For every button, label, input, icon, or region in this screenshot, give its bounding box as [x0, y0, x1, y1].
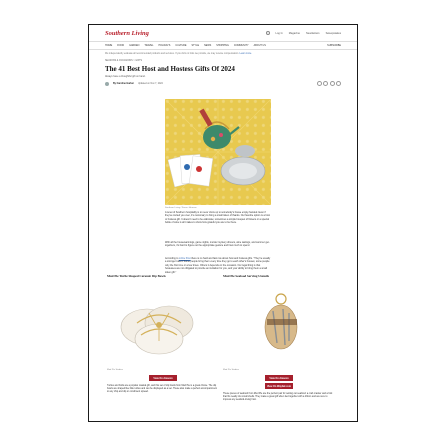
product-2-description: These pieces of seafood from Mud Pie are the perfect pair for setting out seafood: a crab cracker and a fork that fits neatly into small shells. They make a great gift when tied together with a ribbon and are sure to impress any seafood-loving host. [223, 393, 333, 402]
nav-item-garden[interactable]: GARDEN [129, 44, 140, 47]
product-1-title: Mud Pie Turtle Shaped Ceramic Dip Bowls [107, 274, 166, 278]
view-on-amazon-button-2[interactable]: View On Amazon [265, 375, 293, 381]
body-paragraph-2: With all the housewarmings, game nights, murder mystery dinners, wine tastings, and summer get-togethers, it's hard to figure out the appropriate gesture and how much to spend. [165, 241, 270, 248]
util-login[interactable]: Log In [275, 31, 283, 35]
page-title: The 41 Best Host and Hostess Gifts Of 2024 [105, 65, 235, 73]
turtle-bowls-illustration [107, 283, 217, 363]
browser-page [88, 24, 358, 422]
disclosure-link[interactable]: Learn more. [239, 53, 252, 55]
comment-icon[interactable] [336, 81, 341, 86]
breadcrumb[interactable]: SEASONS & OCCASIONS > GIFTS [105, 60, 143, 62]
product-1-text: Turtles and birds are a popular coastal gift, and this set of dip bowls from Mud Pie is a great choice. The dip bowls are shaped like little turtles and can be displayed as a set. These also make a perfect accompaniment to any chip and dip or condiment spread. [107, 385, 217, 394]
product-1-image[interactable] [107, 283, 217, 363]
site-header [89, 25, 357, 41]
hero-image [165, 99, 271, 205]
email-icon[interactable] [330, 81, 335, 86]
byline [89, 79, 357, 88]
nav-item-home[interactable]: HOME [105, 44, 113, 47]
author-name[interactable]: By Caroline Garber [113, 82, 134, 85]
nav-item-news[interactable]: NEWS [204, 44, 212, 47]
product-2-caption: Mud Pie Studios [223, 369, 239, 371]
nav-item-shopping[interactable]: SHOPPING [216, 44, 229, 47]
article-dek: Always have a thoughtful gift on hand. [105, 75, 146, 78]
hero-caption: Southern Living / Ferne Johnson [165, 207, 197, 209]
seafood-utensils-illustration [223, 283, 333, 363]
avatar [105, 82, 109, 86]
hero-illustration [165, 99, 271, 205]
header-utility [266, 31, 341, 35]
product-2-title: Mud Pie Seafood Serving Utensils [223, 274, 270, 278]
product-2-image[interactable] [223, 283, 333, 363]
site-logo[interactable]: Southern Living [105, 29, 149, 37]
product-1-caption: Mud Pie Studios [107, 369, 123, 371]
nav-item-holidays[interactable]: HOLIDAYS [158, 44, 171, 47]
body-paragraph-1 [165, 211, 271, 225]
facebook-icon[interactable] [317, 81, 322, 86]
updated-date: Updated on Nov 7, 2024 [137, 82, 163, 85]
main-nav [89, 41, 357, 50]
nav-item-travel[interactable]: TRAVEL [144, 44, 154, 47]
nav-item-style[interactable]: STYLE [191, 44, 200, 47]
view-on-wayfair-button[interactable]: View On Wayfair.com [266, 384, 292, 388]
util-sweepstakes[interactable]: Sweepstakes [325, 31, 341, 35]
disclosure-text: We independently evaluate all recommended products and services. If you click on links we provide, we may receive compensation. [105, 53, 239, 55]
nav-item-culture[interactable]: CULTURE [175, 44, 187, 47]
search-icon[interactable] [266, 31, 270, 35]
paragraph-3-text: there is no hard and fast rule about host and hostess gifts. "They're usually a stronger token! Some people bring them every time they go to each other's houses; some people only the first time or a few times. Others it depends on the occasion. Our legal thing is that hostesses are not obligated to provide an invitation for you, and your ability to bring them a small token gift." [165, 257, 271, 274]
paragraph-3-prefix: According to [165, 257, 179, 260]
util-newsletters[interactable]: Newsletters [306, 31, 320, 35]
subscribe-link[interactable]: SUBSCRIBE [327, 44, 341, 47]
lizzie-post-link[interactable]: Lizzie Post [178, 257, 191, 260]
view-on-amazon-button-1[interactable]: View On Amazon [149, 375, 177, 381]
share-buttons [317, 81, 342, 86]
nav-item-community[interactable]: COMMUNITY [233, 44, 249, 47]
nav-item-about[interactable]: ABOUT US [253, 44, 266, 47]
affiliate-disclosure [89, 50, 357, 58]
nav-item-food[interactable]: FOOD [117, 44, 125, 47]
product-1-description [107, 385, 217, 395]
pinterest-icon[interactable] [323, 81, 328, 86]
util-magazine[interactable]: Magazine [288, 31, 300, 35]
body-paragraph-3 [165, 257, 271, 274]
paragraph-1-text: A tenet of Southern hospitality is to never show up to somebody's house empty-handed. Even if they've invited you over, it's customary to bring a small token of thanks. Our favorite option is a host or hostess gift. It doesn't need to be elaborate; sometimes a simple bouquet of flowers or a special bottle of wine is all it takes to show how grateful you are to be there. [165, 211, 270, 225]
